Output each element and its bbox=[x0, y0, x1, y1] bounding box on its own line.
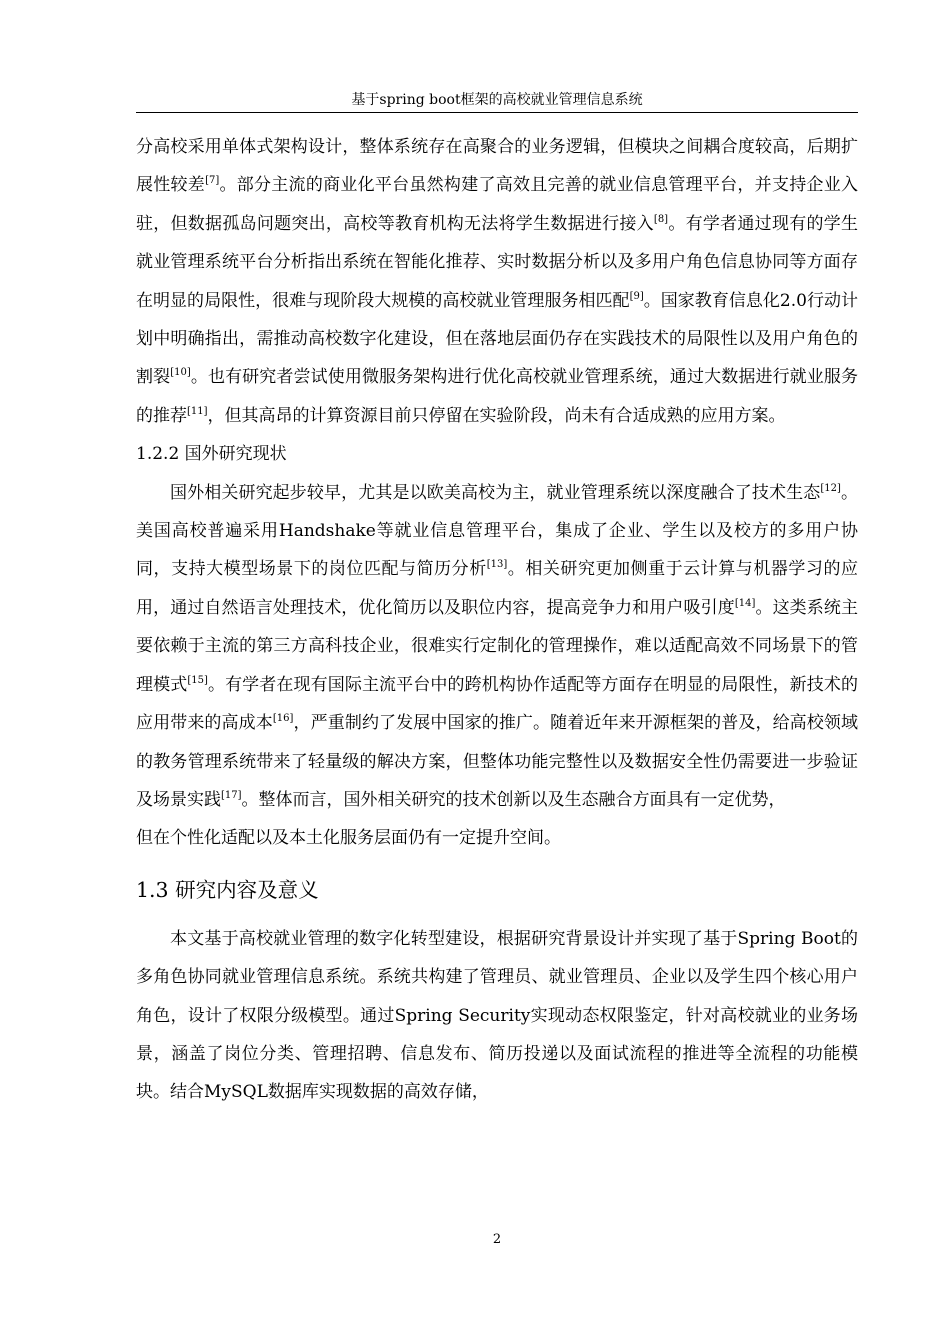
citation-11: [11] bbox=[187, 405, 208, 417]
text-run: 。部分主流的商业化平台虽然构建了高效且完善的就业信息管理平台，并支持企业入驻，但数据孤岛问题突出，高校等教育机构无法将学生数据进行接入 bbox=[136, 175, 859, 234]
body-text bbox=[136, 128, 858, 1112]
citation-14: [14] bbox=[734, 597, 756, 609]
citation-16: [16] bbox=[272, 713, 294, 725]
paragraph-research-content: 本文基于高校就业管理的数字化转型建设，根据研究背景设计并实现了基于Spring Boot的多角色协同就业管理信息系统。系统共构建了管理员、就业管理员、企业以及学生四个核心用户角色，设计了权限分级模型。通过Spring Security实现动态权限鉴定，针对高校就业的业务场景，涵盖了岗位分类、管理招聘、信息发布、简历投递以及面试流程的推进等全流程的功能模块。结合MySQL数据库实现数据的高效存储， bbox=[136, 928, 858, 1103]
citation-8: [8] bbox=[653, 213, 669, 225]
text-run: 。有学者通过现有的学生就业管理系统平台分析指出系统在智能化推荐、实时数据分析以及多用户角色信息协同等方面存在明显的局限性，很难与现阶段大规模的高校就业管理服务相匹配 bbox=[136, 213, 858, 311]
text-run: 国外相关研究起步较早，尤其是以欧美高校为主，就业管理系统以深度融合了技术生态 bbox=[170, 482, 821, 503]
text-run: 。这类系统主要依赖于主流的第三方高科技企业，很难实行定制化的管理操作，难以适配高效不同场景下的管理模式 bbox=[136, 597, 859, 695]
text-run: 分高校采用单体式架构设计，整体系统存在高聚合的业务逻辑，但模块之间耦合度较高，后期扩展性较差 bbox=[136, 137, 858, 196]
citation-17: [17] bbox=[221, 789, 242, 801]
text-run: 但在个性化适配以及本土化服务层面仍有一定提升空间。 bbox=[136, 828, 561, 849]
paragraph-foreign-research bbox=[136, 474, 858, 858]
section-heading-1-2-2: 1.2.2 国外研究现状 bbox=[136, 444, 287, 465]
header-rule bbox=[136, 112, 858, 113]
section-heading-1-3: 1.3 研究内容及意义 bbox=[136, 877, 319, 902]
text-run: 。相关研究更加侧重于云计算与机器学习的应用，通过自然语言处理技术，优化简历以及职位内容，提高竞争力和用户吸引度 bbox=[136, 559, 858, 618]
text-run: 。整体而言，国外相关研究的技术创新以及生态融合方面具有一定优势， bbox=[241, 789, 786, 810]
text-run: 。国家教育信息化2.0行动计划中明确指出，需推动高校数字化建设，但在落地层面仍存在实践技术的局限性以及用户角色的割裂 bbox=[136, 290, 858, 388]
citation-12: [12] bbox=[820, 482, 841, 494]
citation-7: [7] bbox=[205, 175, 220, 187]
page-number: 2 bbox=[492, 1232, 502, 1247]
text-run: 。有学者在现有国际主流平台中的跨机构协作适配等方面存在明显的局限性，新技术的应用带来的高成本 bbox=[136, 674, 858, 734]
citation-13: [13] bbox=[486, 559, 508, 571]
paragraph-domestic-research-continued bbox=[136, 128, 858, 435]
text-run: 。美国高校普遍采用Handshake等就业信息管理平台，集成了企业、学生以及校方的多用户协同，支持大模型场景下的岗位匹配与简历分析 bbox=[136, 482, 859, 580]
citation-15: [15] bbox=[187, 674, 208, 686]
citation-9: [9] bbox=[629, 290, 644, 302]
text-run: ，但其高昂的计算资源目前只停留在实验阶段，尚未有合适成熟的应用方案。 bbox=[207, 405, 786, 426]
text-run: ，严重制约了发展中国家的推广。随着近年来开源框架的普及，给高校领域的教务管理系统带来了轻量级的解决方案，但整体功能完整性以及数据安全性仍需要进一步验证及场景实践 bbox=[136, 713, 859, 810]
text-run: 。也有研究者尝试使用微服务架构进行优化高校就业管理系统，通过大数据进行就业服务的推荐 bbox=[136, 367, 858, 426]
citation-10: [10] bbox=[170, 367, 191, 379]
running-header: 基于spring boot框架的高校就业管理信息系统 bbox=[351, 92, 643, 108]
